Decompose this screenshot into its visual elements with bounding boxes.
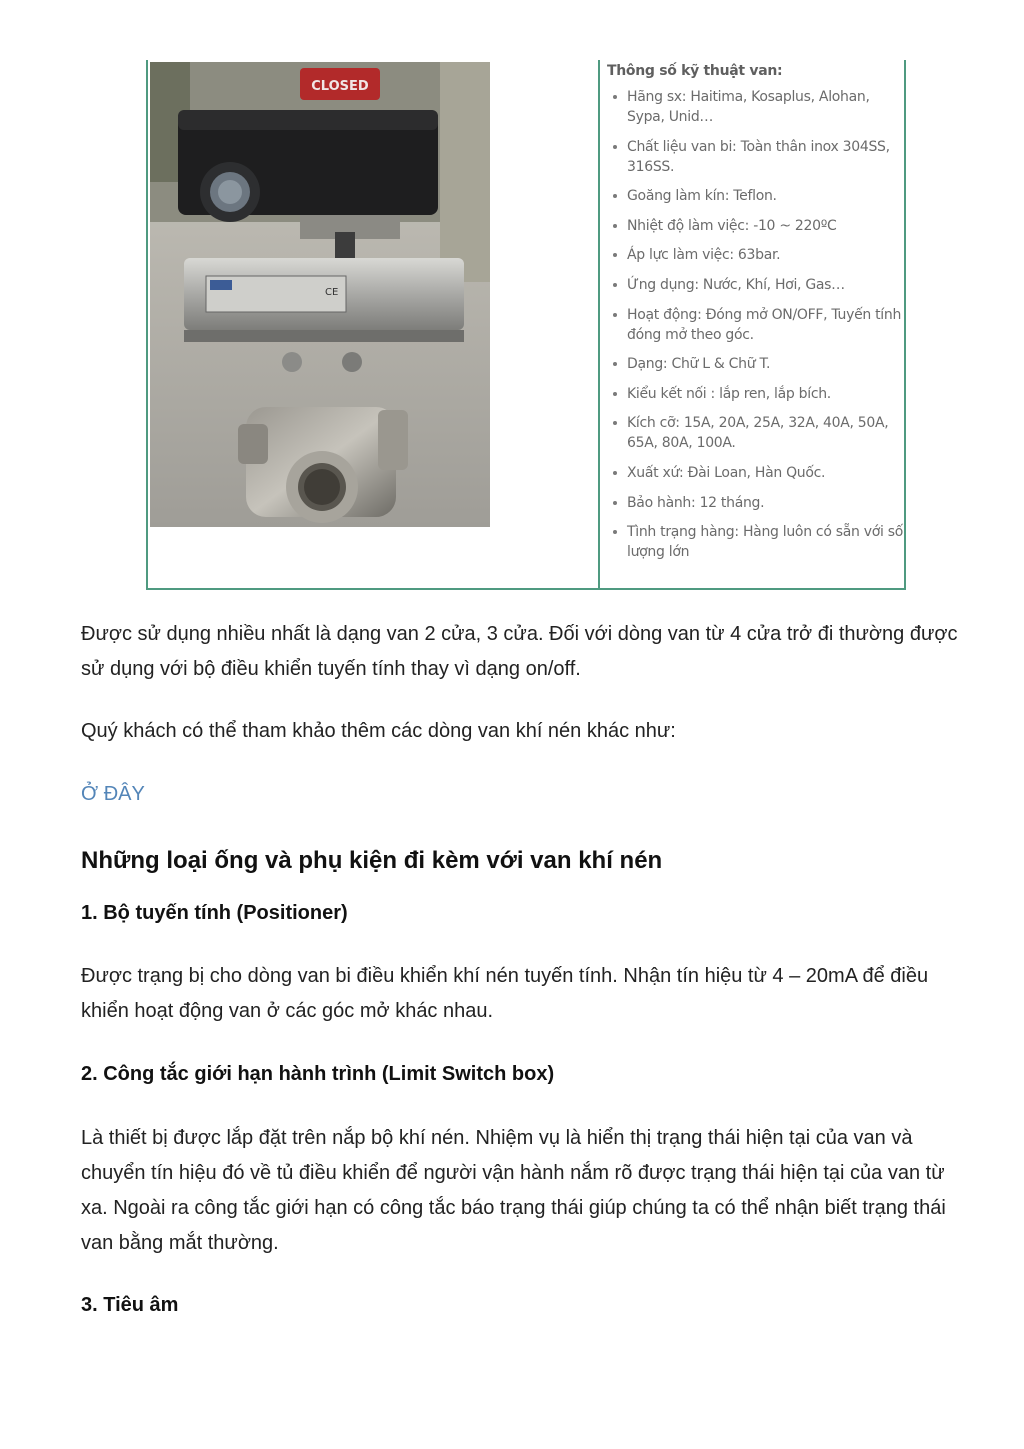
spec-item: Kích cỡ: 15A, 20A, 25A, 32A, 40A, 50A, 65A, 80A, 100A.: [607, 413, 907, 453]
section-heading: Những loại ống và phụ kiện đi kèm với van khí nén: [81, 847, 663, 874]
paragraph-text: Quý khách có thể tham khảo thêm các dòng van khí nén khác như:: [81, 720, 676, 742]
subheading-silencer: 3. Tiêu âm: [81, 1294, 179, 1316]
spec-item: Xuất xứ: Đài Loan, Hàn Quốc.: [607, 463, 907, 483]
paragraph: [81, 714, 971, 749]
spec-title: Thông số kỹ thuật van:: [607, 63, 783, 79]
paragraph: [81, 617, 971, 687]
ce-mark: CE: [325, 287, 339, 298]
spec-item: Tình trạng hàng: Hàng luôn có sẵn với số lượng lớn: [607, 522, 907, 562]
spec-item: Chất liệu van bi: Toàn thân inox 304SS, 316SS.: [607, 137, 907, 177]
spec-item: Hãng sx: Haitima, Kosaplus, Alohan, Sypa, Unid…: [607, 87, 907, 127]
spec-list: [607, 87, 907, 562]
paragraph-text: Là thiết bị được lắp đặt trên nắp bộ khí nén. Nhiệm vụ là hiển thị trạng thái hiện tại của van và chuyển tín hiệu đó về tủ điều khiển để người vận hành nắm rõ được trạng thái hiện tại của van từ xa. Ngoài ra công tắc giới hạn có công tắc báo trạng thái giúp chúng ta có thể nhận biết trạng thái van bằng mắt thường.: [81, 1127, 946, 1254]
valve-photo: [150, 62, 490, 527]
spec-item: Ứng dụng: Nước, Khí, Hơi, Gas…: [607, 275, 907, 295]
paragraph: [81, 959, 971, 1029]
spec-item: Nhiệt độ làm việc: -10 ~ 220ºC: [607, 216, 907, 236]
paragraph-text: Được trạng bị cho dòng van bi điều khiển khí nén tuyến tính. Nhận tín hiệu từ 4 – 20mA để điều khiển hoạt động van ở các góc mở khác nhau.: [81, 965, 929, 1022]
spec-item: Bảo hành: 12 tháng.: [607, 493, 907, 513]
paragraph-text: Được sử dụng nhiều nhất là dạng van 2 cửa, 3 cửa. Đối với dòng van từ 4 cửa trở đi thường được sử dụng với bộ điều khiển tuyến tính thay vì dạng on/off.: [81, 623, 958, 680]
spec-item: Goăng làm kín: Teflon.: [607, 186, 907, 206]
spec-item: Áp lực làm việc: 63bar.: [607, 245, 907, 265]
here-link[interactable]: Ở ĐÂY: [81, 783, 145, 805]
subheading-limit-switch: 2. Công tắc giới hạn hành trình (Limit Switch box): [81, 1063, 555, 1085]
paragraph: [81, 1121, 971, 1261]
spec-item: Hoạt động: Đóng mở ON/OFF, Tuyến tính đóng mở theo góc.: [607, 305, 907, 345]
figure-divider: [598, 60, 600, 588]
subheading-positioner: 1. Bộ tuyến tính (Positioner): [81, 902, 348, 924]
spec-panel: [607, 60, 907, 572]
product-figure: [146, 60, 906, 590]
spec-item: Dạng: Chữ L & Chữ T.: [607, 354, 907, 374]
closed-indicator: CLOSED: [311, 79, 369, 94]
spec-item: Kiểu kết nối : lắp ren, lắp bích.: [607, 384, 907, 404]
